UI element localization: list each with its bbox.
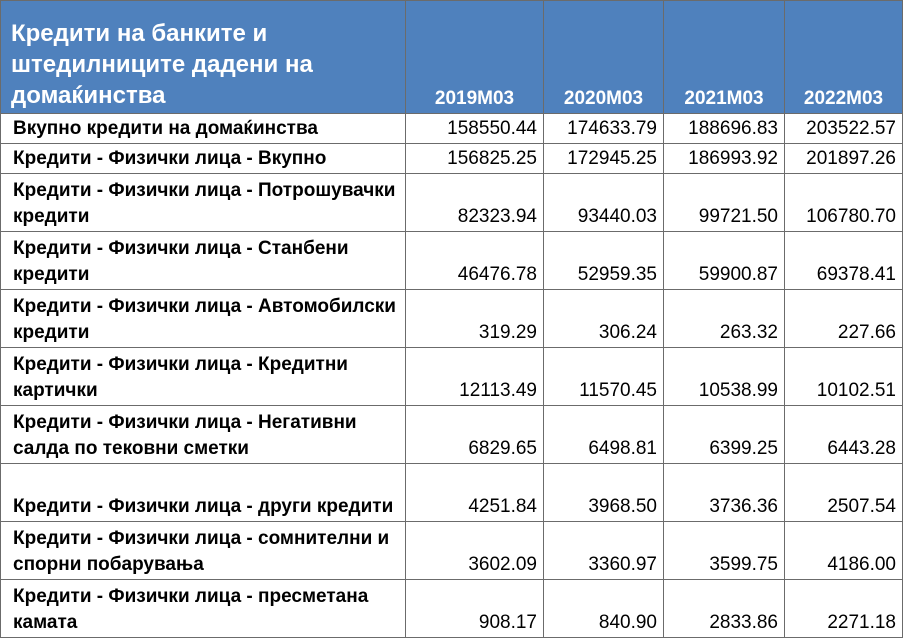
value-cell[interactable]: 2271.18	[785, 580, 903, 638]
column-header-2019m03[interactable]: 2019M03	[406, 1, 544, 114]
value-cell[interactable]: 12113.49	[406, 348, 544, 406]
value-cell[interactable]: 69378.41	[785, 232, 903, 290]
value-cell[interactable]: 3602.09	[406, 522, 544, 580]
row-label[interactable]: Кредити - Физички лица - Негативни салда по тековни сметки	[1, 406, 406, 464]
value-cell[interactable]: 59900.87	[664, 232, 785, 290]
value-cell[interactable]: 106780.70	[785, 174, 903, 232]
value-cell[interactable]: 158550.44	[406, 114, 544, 144]
column-header-2021m03[interactable]: 2021M03	[664, 1, 785, 114]
value-cell[interactable]: 156825.25	[406, 144, 544, 174]
value-cell[interactable]: 82323.94	[406, 174, 544, 232]
table-row-accrued-interest	[1, 580, 903, 638]
value-cell[interactable]: 6443.28	[785, 406, 903, 464]
value-cell[interactable]: 306.24	[544, 290, 664, 348]
value-cell[interactable]: 840.90	[544, 580, 664, 638]
value-cell[interactable]: 263.32	[664, 290, 785, 348]
value-cell[interactable]: 6829.65	[406, 406, 544, 464]
table-row-housing-loans	[1, 232, 903, 290]
value-cell[interactable]: 3360.97	[544, 522, 664, 580]
value-cell[interactable]: 93440.03	[544, 174, 664, 232]
column-header-2020m03[interactable]: 2020M03	[544, 1, 664, 114]
table-title-cell[interactable]: Кредити на банките и штедилниците дадени на домаќинства	[1, 1, 406, 114]
value-cell[interactable]: 46476.78	[406, 232, 544, 290]
value-cell[interactable]: 201897.26	[785, 144, 903, 174]
value-cell[interactable]: 908.17	[406, 580, 544, 638]
row-label[interactable]: Кредити - Физички лица - Вкупно	[1, 144, 406, 174]
table-row-overdrafts	[1, 406, 903, 464]
row-label[interactable]: Кредити - Физички лица - сомнителни и спорни побарувања	[1, 522, 406, 580]
value-cell[interactable]: 6498.81	[544, 406, 664, 464]
value-cell[interactable]: 186993.92	[664, 144, 785, 174]
row-label[interactable]: Кредити - Физички лица - Автомобилски кредити	[1, 290, 406, 348]
value-cell[interactable]: 3736.36	[664, 464, 785, 522]
header-row	[1, 1, 903, 114]
value-cell[interactable]: 188696.83	[664, 114, 785, 144]
row-label[interactable]: Кредити - Физички лица - други кредити	[1, 464, 406, 522]
row-label[interactable]: Кредити - Физички лица - Кредитни картички	[1, 348, 406, 406]
row-label[interactable]: Кредити - Физички лица - пресметана камата	[1, 580, 406, 638]
value-cell[interactable]: 10538.99	[664, 348, 785, 406]
value-cell[interactable]: 227.66	[785, 290, 903, 348]
table-row-credit-cards	[1, 348, 903, 406]
value-cell[interactable]: 10102.51	[785, 348, 903, 406]
value-cell[interactable]: 2507.54	[785, 464, 903, 522]
table-row-total-household-loans	[1, 114, 903, 144]
table-row-individuals-total	[1, 144, 903, 174]
table-row-consumer-loans	[1, 174, 903, 232]
row-label[interactable]: Вкупно кредити на домаќинства	[1, 114, 406, 144]
value-cell[interactable]: 2833.86	[664, 580, 785, 638]
table-row-doubtful-claims	[1, 522, 903, 580]
row-label[interactable]: Кредити - Физички лица - Потрошувачки кредити	[1, 174, 406, 232]
column-header-2022m03[interactable]: 2022M03	[785, 1, 903, 114]
value-cell[interactable]: 11570.45	[544, 348, 664, 406]
value-cell[interactable]: 3968.50	[544, 464, 664, 522]
value-cell[interactable]: 99721.50	[664, 174, 785, 232]
value-cell[interactable]: 4251.84	[406, 464, 544, 522]
table-row-car-loans	[1, 290, 903, 348]
value-cell[interactable]: 3599.75	[664, 522, 785, 580]
value-cell[interactable]: 52959.35	[544, 232, 664, 290]
table-row-other-loans	[1, 464, 903, 522]
value-cell[interactable]: 319.29	[406, 290, 544, 348]
value-cell[interactable]: 172945.25	[544, 144, 664, 174]
value-cell[interactable]: 6399.25	[664, 406, 785, 464]
value-cell[interactable]: 4186.00	[785, 522, 903, 580]
row-label[interactable]: Кредити - Физички лица - Станбени кредити	[1, 232, 406, 290]
value-cell[interactable]: 174633.79	[544, 114, 664, 144]
value-cell[interactable]: 203522.57	[785, 114, 903, 144]
